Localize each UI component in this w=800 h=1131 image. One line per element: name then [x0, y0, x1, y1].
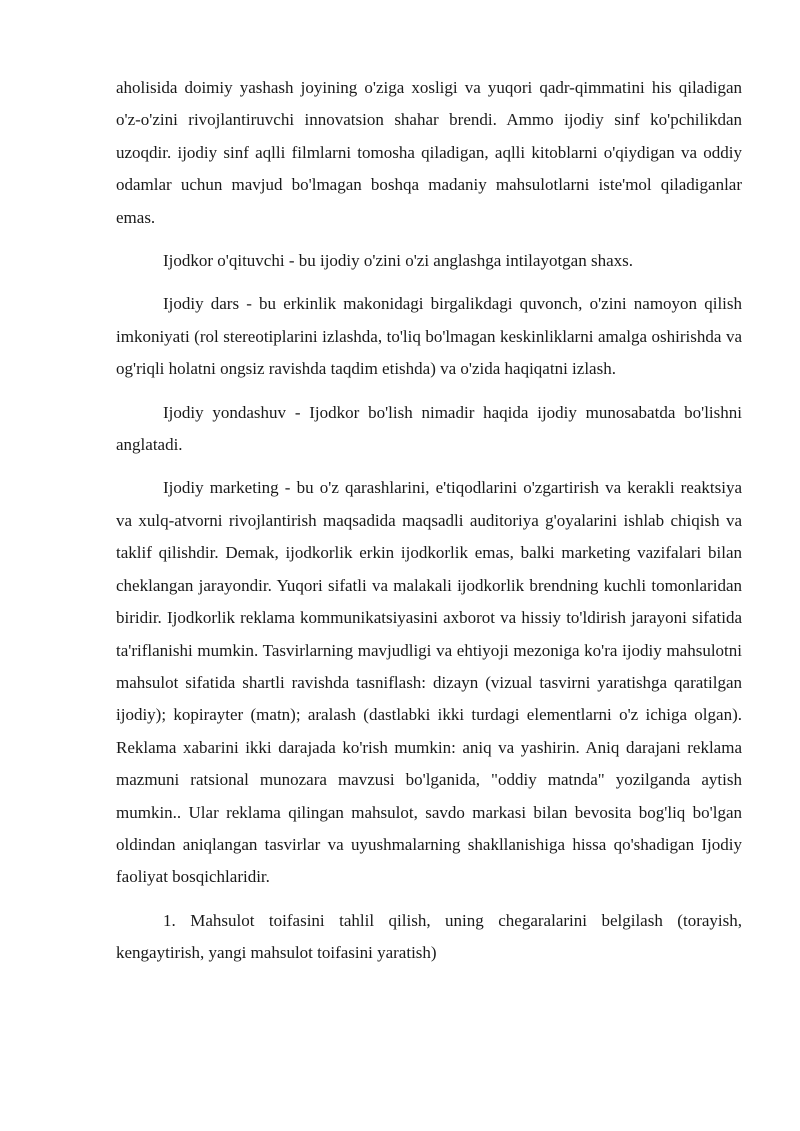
document-page [116, 72, 742, 981]
paragraph-creative-teacher: Ijodkor o'qituvchi - bu ijodiy o'zini o'zi anglashga intilayotgan shaxs. [163, 251, 633, 271]
paragraph-step-1: 1. Mahsulot toifasini tahlil qilish, uning chegaralarini belgilash (torayish, kengaytirish, yangi mahsulot toifasini yaratish) [116, 910, 742, 963]
paragraph-creative-marketing: Ijodiy marketing - bu o'z qarashlarini, e'tiqodlarini o'zgartirish va kerakli reaktsiya va xulq-atvorni rivojlantirish maqsadida maqsadli auditoriya g'oyalarini ishlab chiqish va taklif qilishdir. Demak, ijodkorlik erkin ijodkorlik emas, balki marketing vazifalari bilan cheklangan jarayondir. Yuqori sifatli va malakali ijodkorlik brendning kuchli tomonlaridan biridir. Ijodkorlik reklama kommunikatsiyasini axborot va hissiy to'ldirish jarayoni sifatida ta'riflanishi mumkin. Tasvirlarning mavjudligi va ehtiyoji mezoniga ko'ra ijodiy mahsulotni mahsulot sifatida shartli ravishda tasniflash: dizayn (vizual tasvirni yaratishga qaratilgan ijodiy); kopirayter (matn); aralash (dastlabki ikki turdagi elementlarni o'z ichiga olgan). Reklama xabarini ikki darajada ko'rish mumkin: aniq va yashirin. Aniq darajani reklama mazmuni ratsional munozara mavzusi bo'lganida, "oddiy matnda" yozilganda aytish mumkin.. Ular reklama qilingan mahsulot, savdo markasi bilan bevosita bog'liq bo'lgan oldindan aniqlangan tasvirlar va uyushmalarning shakllanishiga hissa qo'shadigan Ijodiy faoliyat bosqichlaridir. [116, 478, 742, 887]
paragraph-creative-lesson: Ijodiy dars - bu erkinlik makonidagi birgalikdagi quvonch, o'zini namoyon qilish imkoniyati (rol stereotiplarini izlashda, to'liq bo'lmagan keskinliklarni amalga oshirishda va og'riqli holatni ongsiz ravishda taqdim etishda) va o'zida haqiqatni izlash. [116, 294, 742, 379]
paragraph-city-brand: aholisida doimiy yashash joyining o'ziga xosligi va yuqori qadr-qimmatini his qiladigan o'z-o'zini rivojlantiruvchi innovatsion shahar brendi. Ammo ijodiy sinf ko'pchilikdan uzoqdir. ijodiy sinf aqlli filmlarni tomosha qiladigan, aqlli kitoblarni o'qiydigan va oddiy odamlar uchun mavjud bo'lmagan boshqa madaniy mahsulotlarni iste'mol qiladiganlar emas. [116, 78, 742, 227]
paragraph-creative-approach: Ijodiy yondashuv - Ijodkor bo'lish nimadir haqida ijodiy munosabatda bo'lishni anglatadi. [116, 402, 742, 455]
